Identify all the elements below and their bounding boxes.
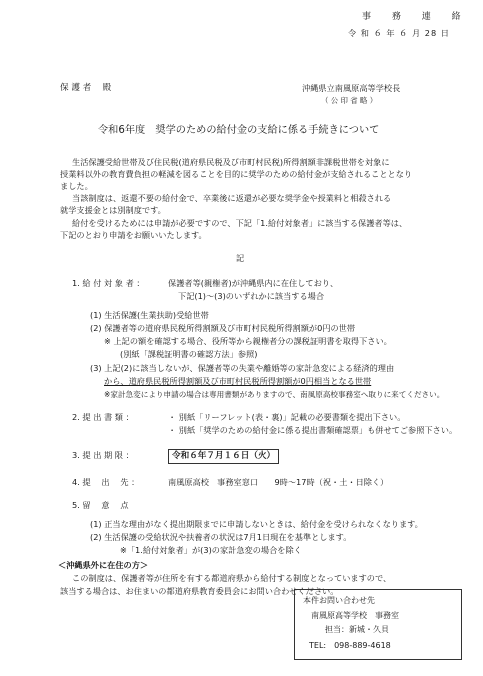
intro-line: 給付を受けるためには申請が必要ですので、下記「1.給付対象者」に該当する保護者等は、 xyxy=(72,218,408,228)
required-docs-line: ・ 別紙「奨学のための給付金に係る提出書類確認票」も併せてご参照下さい。 xyxy=(168,425,458,435)
sender-note: （ 公 印 省 略 ） xyxy=(321,96,378,105)
eligibility-item: (3) 上記(2)に該当しないが、保護者等の失業や離婚等の家計急変による経済的理由 xyxy=(90,363,395,373)
intro-line: 下記のとおり申請をお願いいたします。 xyxy=(60,230,207,240)
document-title: 令和6年度 奨学のための給付金の支給に係る手続きについて xyxy=(98,125,380,136)
doc-type-label: 事 務 連 絡 xyxy=(362,12,470,22)
sender-name: 沖縄県立南風原高等学校長 xyxy=(302,83,401,93)
eligibility-item: から、道府県民税所得割額及び市町村民税所得割額が0円相当となる世帯 xyxy=(104,376,372,386)
contact-tel: TEL: 098-889-4618 xyxy=(309,641,391,650)
contact-office: 南風原高等学校 事務室 xyxy=(311,611,399,620)
eligibility-note: ※ 上記の額を確認する場合、役所等から親権者分の課税証明書を取得下さい。 xyxy=(104,336,392,346)
section-3-heading: 3. 提 出 期 限 ： xyxy=(72,450,134,460)
intro-line: 授業料以外の教育費負担の軽減を図ることを目的に奨学のための給付金が支給されることとなり xyxy=(60,169,413,179)
section-1-heading: 1. 給 付 対 象 者 ： xyxy=(72,278,145,288)
intro-line: 生活保護受給世帯及び住民税(道府県民税及び市町村民税)所得割額非課税世帯を対象に xyxy=(72,157,390,167)
outside-text: この制度は、保護者等が住所を有する都道府県から給付する制度となっていますので、 xyxy=(72,573,392,583)
doc-date: 令 和 ６ 年 ６ 月 28 日 xyxy=(348,28,450,38)
section-1-text: 保護者等(親権者)が沖縄県内に在住しており、 xyxy=(168,278,339,288)
eligibility-item: (1) 生活保護(生業扶助)受給世帯 xyxy=(90,310,209,320)
note-item: (1) 正当な理由がなく提出期限までに申請しないときは、給付金を受けられなくなります。 xyxy=(90,519,423,529)
ki-label: 記 xyxy=(236,253,245,263)
contact-box xyxy=(294,589,462,660)
eligibility-note: (別紙「課税証明書の確認方法」参照) xyxy=(120,349,258,359)
section-2-heading: 2. 提 出 書 類 ： xyxy=(72,412,134,422)
section-4-heading: 4. 提 出 先 ： xyxy=(72,477,140,487)
eligibility-note: ※家計急変により申請の場合は専用書類がありますので、南風原高校事務室へ取りに来てください。 xyxy=(104,390,445,399)
section-5-heading: 5. 留 意 点 xyxy=(72,500,129,510)
note-item: (2) 生活保護の受給状況や扶養者の状況は7月1日現在を基準とします。 xyxy=(90,532,352,542)
eligibility-item: (2) 保護者等の道府県民税所得割額及び市町村民税所得割額が0円の世帯 xyxy=(90,323,356,333)
deadline-date: 令和６年７月１６日（火） xyxy=(168,449,279,464)
addressee: 保 護 者 殿 xyxy=(60,83,112,93)
required-docs-line: ・ 別紙「リーフレット(表・裏)」記載の必要書類を提出下さい。 xyxy=(168,412,406,422)
note-item: ※「1.給付対象者」が(3)の家計急変の場合を除く xyxy=(120,545,302,555)
outside-text: 該当する場合は、お住まいの都道府県教育委員会にお問い合わせください。 xyxy=(60,586,339,596)
intro-line: ました。 xyxy=(60,181,93,191)
contact-title: 本件お問い合わせ先 xyxy=(303,596,375,605)
intro-line: 当該制度は、返還不要の給付金で、卒業後に返還が必要な奨学金や授業料と相殺される xyxy=(72,193,392,203)
section-1-text: 下記(1)～(3)のいずれかに該当する場合 xyxy=(178,291,325,301)
outside-heading: ＜沖縄県外に在住の方＞ xyxy=(58,560,149,570)
contact-person: 担当：新城・久貝 xyxy=(325,625,389,634)
intro-line: 就学支援金とは別制度です。 xyxy=(60,205,166,215)
submission-place: 南風原高校 事務室窓口 9時～17時（祝・土・日除く） xyxy=(168,477,389,487)
